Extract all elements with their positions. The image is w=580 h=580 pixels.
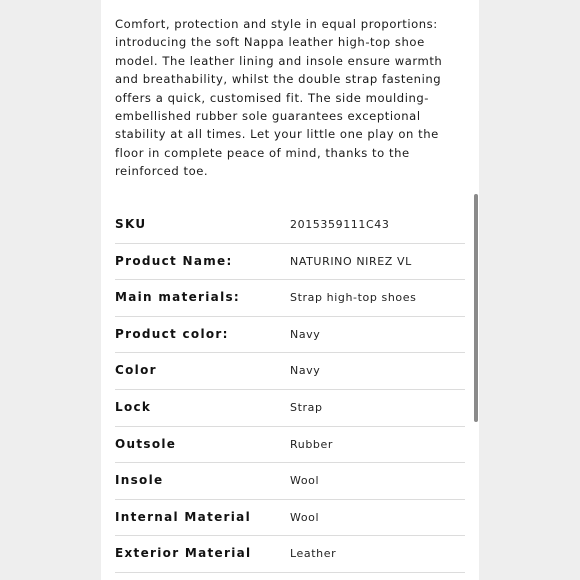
spec-row-sku (115, 207, 465, 244)
spec-label: Color (115, 363, 157, 378)
spec-row-color (115, 353, 465, 390)
spec-value: Wool (290, 474, 320, 488)
spec-value: 2015359111C43 (290, 218, 390, 231)
spec-row-exterior-material (115, 536, 465, 573)
spec-row-outsole (115, 427, 465, 464)
spec-row-product-name (115, 244, 465, 281)
product-description: Comfort, protection and style in equal proportions: introducing the soft Nappa leather high-top shoe model. The leather lining and insole ensure warmth and breathability, whilst the double strap fastening offers a quick, customised fit. The side moulding-embellished rubber sole guarantees exceptional stability at all times. Let your little one play on the floor in complete peace of mind, thanks to the reinforced toe. (115, 17, 443, 179)
spec-row-product-color (115, 317, 465, 354)
spec-value: Strap (290, 400, 323, 414)
spec-value: Navy (290, 327, 321, 341)
spec-label: Lock (115, 399, 152, 414)
spec-value: NATURINO NIREZ VL (290, 254, 412, 268)
spec-label: Product color: (115, 326, 229, 341)
spec-value: Leather (290, 547, 337, 561)
spec-value: Wool (290, 510, 320, 524)
spec-row-lock (115, 390, 465, 427)
spec-label: Exterior Material (115, 546, 252, 561)
spec-value: Strap high-top shoes (290, 291, 417, 305)
spec-row-internal-material (115, 500, 465, 537)
spec-label: Outsole (115, 436, 177, 451)
spec-row-main-materials (115, 280, 465, 317)
spec-label: Main materials: (115, 290, 241, 305)
spec-value: Navy (290, 364, 321, 378)
specifications-table (115, 207, 465, 573)
product-details-panel (101, 0, 479, 580)
scrollbar-thumb[interactable] (474, 194, 478, 422)
spec-label: Product Name: (115, 253, 233, 268)
spec-label: SKU (115, 217, 147, 231)
spec-value: Rubber (290, 437, 333, 451)
spec-label: Insole (115, 473, 164, 488)
spec-label: Internal Material (115, 509, 251, 524)
spec-row-insole (115, 463, 465, 500)
